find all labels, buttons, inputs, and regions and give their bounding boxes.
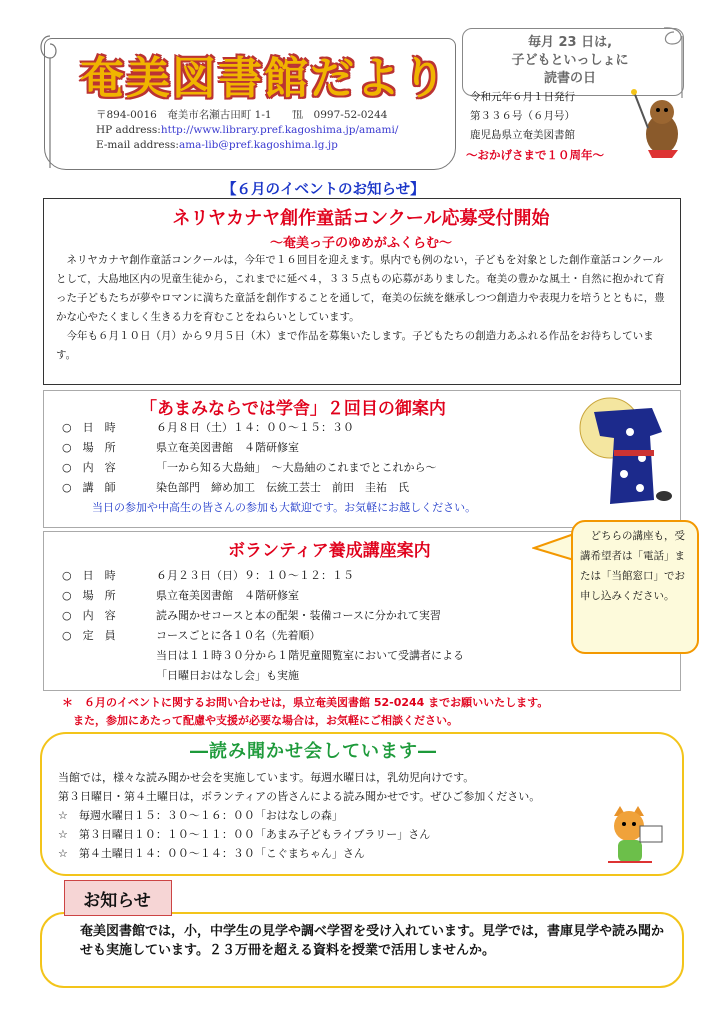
gakusha-details	[62, 418, 476, 518]
detail-row: ○ 内 容 読み聞かせコースと本の配架・装備コースに分かれて実習	[62, 609, 441, 622]
gakusha-title: 「あまみならでは学舎」２回目の御案内	[140, 399, 446, 419]
oshirase-body: 奄美図書館では，小，中学生の見学や調べ学習を受け入れています。見学では，書庫見学や読み聞かせも実施しています。２３万冊を超える資料を授業で活用しませんか。	[80, 924, 664, 958]
issue-number: 第３３６号（６月号）	[470, 110, 575, 122]
storytime-line: ☆ 毎週水曜日１５：３０～１６：００「おはなしの森」	[58, 809, 343, 822]
contest-para-1: ネリヤカナヤ創作童話コンクールは，今年で１６回目を迎えます。県内でも例のない，子どもを対象とした創作童話コンクールとして，大島地区内の児童生徒から，これまでに延べ４，３３５点もの応募がありました。奄美の豊かな風土・自然に抱かれて育った子どもたちが夢やロマンに満ちた童話を創作することを通して，奄美の伝統を継承しつつ創造力や表現力を培うとともに，豊かな心やたくましく生きる力を育むことをねらいとしています。	[56, 254, 665, 323]
detail-row: ○ 場 所 県立奄美図書館 ４階研修室	[62, 441, 299, 454]
storytime-line: 当館では，様々な読み聞かせ会を実施しています。毎週水曜日は，乳幼児向けです。	[58, 771, 475, 784]
oshirase-label: お知らせ	[83, 891, 151, 911]
detail-row: ○ 講 師 染色部門 締め加工 伝統工芸士 前田 圭祐 氏	[62, 481, 409, 494]
storytime-title: ―読み聞かせ会しています―	[190, 741, 437, 762]
homepage-line: HP address:http://www.library.pref.kagoshima.jp/amami/	[96, 124, 399, 136]
storytime-line: ☆ 第３日曜日１０：１０～１１：００「あまみ子どもライブラリー」さん	[58, 828, 431, 841]
publisher: 鹿児島県立奄美図書館	[470, 129, 575, 141]
volunteer-details	[62, 566, 464, 686]
detail-row: ○ 定 員 コースごとに各１０名（先着順）	[62, 629, 321, 642]
volunteer-extra-2: 「日曜日おはなし会」も実施	[156, 669, 299, 682]
postal-address: 〒894-0016 奄美市名瀬古田町 1-1 ℡ 0997-52-0244	[96, 109, 388, 121]
storytime-line: 第３日曜日・第４土曜日は，ボランティアの皆さんによる読み聞かせです。ぜひご参加ください。	[58, 790, 541, 803]
detail-row: ○ 日 時 ６月８日（土）１４：００～１５：３０	[62, 421, 354, 434]
storytime-body	[58, 768, 618, 863]
inquiry-notice: ＊ ６月のイベントに関するお問い合わせは，県立奄美図書館 52-0244 までお願いいたします。 また，参加にあたって配慮や支援が必要な場合は，お気軽にご相談ください。	[62, 696, 549, 727]
email-link[interactable]: ama-lib@pref.kagoshima.lg.jp	[178, 139, 338, 151]
bubble-text: どちらの講座も，受講希望者は「電話」または「当館窓口」でお申し込みください。	[580, 530, 685, 602]
scroll-left-curl-icon	[36, 32, 66, 172]
gakusha-note: 当日の参加や中高生の皆さんの参加も大歓迎です。お気軽にお越しください。	[92, 501, 477, 514]
contest-title: ネリヤカナヤ創作童話コンクール応募受付開始	[172, 208, 550, 229]
kimono-illustration-icon	[570, 392, 674, 516]
cat-reading-illustration-icon	[600, 804, 666, 868]
contest-body	[56, 251, 672, 365]
newsletter-title: 奄美図書館だより	[80, 53, 448, 104]
issue-info	[470, 88, 575, 145]
volunteer-extra-1: 当日は１１時３０分から１階児童閲覧室において受講者による	[156, 649, 464, 662]
issue-date: 令和元年６月１日発行	[470, 91, 575, 103]
reading-day-text: 毎月 23 日は, 子どもといっしょに 読書の日	[511, 35, 629, 86]
events-heading: 【６月のイベントのお知らせ】	[222, 182, 425, 198]
volunteer-title: ボランティア養成講座案内	[228, 541, 431, 561]
contact-block	[96, 108, 398, 153]
storytime-line: ☆ 第４土曜日１４：００～１４：３０「こぐまちゃん」さん	[58, 847, 365, 860]
detail-row: ○ 内 容 「一から知る大島紬」 ～大島紬のこれまでとこれから～	[62, 461, 437, 474]
homepage-link[interactable]: http://www.library.pref.kagoshima.jp/amami/	[160, 124, 399, 136]
anniversary-text: ～おかげさまで１０周年～	[466, 148, 604, 162]
beaver-mascot-icon	[628, 88, 688, 160]
contest-para-2: 今年も６月１０日（月）から９月５日（木）まで作品を募集いたします。子どもたちの創造力あふれる作品をお待ちしています。	[56, 330, 654, 361]
detail-row: ○ 日 時 ６月２３日（日）９：１０～１２：１５	[62, 569, 354, 582]
email-line: E-mail address:ama-lib@pref.kagoshima.lg.jp	[96, 139, 338, 151]
detail-row: ○ 場 所 県立奄美図書館 ４階研修室	[62, 589, 299, 602]
contest-subtitle: ～奄美っ子のゆめがふくらむ～	[269, 236, 452, 251]
